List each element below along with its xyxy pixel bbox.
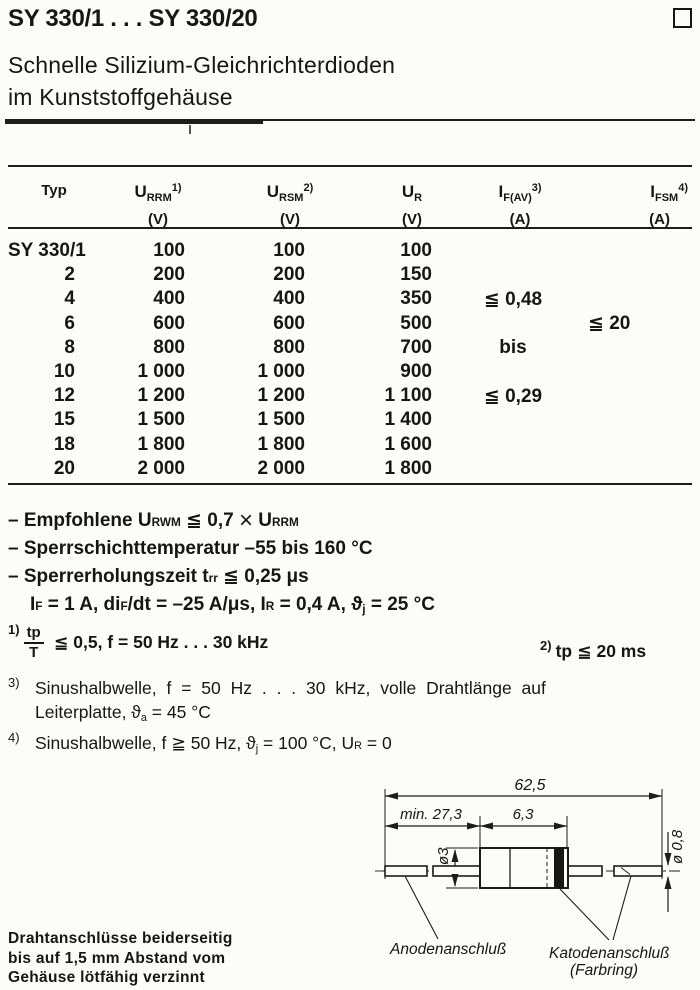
cathode-label-sub: (Farbring) — [570, 962, 639, 979]
solderability-note-line: Drahtanschlüsse beiderseitig — [8, 930, 233, 947]
dim-label-lead-min: min. 27,3 — [400, 806, 462, 823]
cell-urrm: 1 500 — [137, 409, 185, 431]
subtitle-line-1: Schnelle Silizium-Gleichrichterdioden — [8, 52, 396, 78]
cell-urrm: 1 000 — [137, 361, 185, 383]
cell-ursm: 400 — [273, 288, 305, 310]
arrowhead — [452, 874, 459, 887]
fraction-tp-over-T: $\frac{tp}{T}$ — [24, 624, 44, 662]
subtitle-line-2: im Kunststoffgehäuse — [8, 84, 233, 110]
table-row — [8, 263, 692, 287]
dim-label-overall: 62,5 — [514, 777, 546, 794]
cell-ur: 700 — [400, 336, 432, 358]
col-header-urrm: $U_{RRM}^{1)}$ (V) — [134, 182, 182, 228]
table-row — [8, 287, 692, 311]
cell-ur: 100 — [400, 240, 432, 262]
solderability-note — [8, 929, 233, 988]
cell-ur: 150 — [400, 264, 432, 286]
footnote-3-marker: 3) — [8, 675, 20, 690]
cell-urrm: 100 — [153, 240, 185, 262]
divider-tick-mark — [189, 125, 191, 134]
footnote-1-marker: 1) — [8, 622, 20, 637]
cell-typ: 4 — [64, 288, 75, 310]
cell-urrm: 600 — [153, 312, 185, 334]
dim-label-body-diameter: ø3 — [435, 847, 452, 865]
cell-ur: 900 — [400, 361, 432, 383]
arrowhead — [385, 823, 398, 830]
cell-urrm: 1 200 — [137, 385, 185, 407]
page-title: SY 330/1 . . . SY 330/20 — [8, 5, 258, 32]
note-recommended-urwm: – Empfohlene URWM ≦ 0,7 × URRM — [8, 507, 299, 534]
table-row — [8, 433, 692, 457]
cell-ursm: 2 000 — [257, 457, 305, 479]
cell-ursm: 200 — [273, 264, 305, 286]
arrowhead — [554, 823, 567, 830]
cathode-band — [554, 848, 564, 888]
table-row — [8, 239, 692, 263]
cell-ursm: 800 — [273, 336, 305, 358]
note-reverse-recovery-time: – Sperrerholungszeit trr ≦ 0,25 μs — [8, 566, 309, 587]
cell-urrm: 2 000 — [137, 457, 185, 479]
package-outline-drawing — [330, 772, 700, 990]
cell-ur: 1 800 — [384, 457, 432, 479]
cathode-leader-line — [613, 876, 631, 940]
col-header-ifsm: $I_{FSM}^{4)}$ (A) — [649, 182, 688, 228]
cell-ur: 1 100 — [384, 385, 432, 407]
cell-ur: 1 400 — [384, 409, 432, 431]
cell-typ: 6 — [64, 312, 75, 334]
cathode-label: Katodenanschluß — [549, 945, 670, 962]
cell-ur: 1 600 — [384, 433, 432, 455]
cell-urrm: 1 800 — [137, 433, 185, 455]
dim-label-body: 6,3 — [512, 806, 534, 823]
table-body — [8, 239, 692, 481]
subtitle-divider-thick-segment — [5, 121, 263, 124]
table-row — [8, 336, 692, 360]
solderability-note-line: Gehäuse lötfähig verzinnt — [8, 969, 205, 986]
notes-block — [8, 507, 696, 619]
col-header-typ: Typ — [41, 182, 67, 199]
cell-ursm: 1 200 — [257, 385, 305, 407]
cell-ur: 350 — [400, 288, 432, 310]
cell-typ: 10 — [53, 361, 75, 383]
cell-typ: 15 — [53, 409, 75, 431]
cell-ursm: 1 000 — [257, 361, 305, 383]
cell-urrm: 800 — [153, 336, 185, 358]
anode-label: Anodenanschluß — [390, 941, 507, 958]
solderability-note-line: bis auf 1,5 mm Abstand vom — [8, 949, 226, 967]
arrowhead — [480, 823, 493, 830]
note-test-conditions: IF = 1 A, diF/dt = –25 A/μs, IR = 0,4 A, ϑj = 25 °C — [30, 594, 435, 616]
arrowhead — [649, 793, 662, 800]
table-header-row — [8, 165, 692, 227]
cell-ifav: bis — [499, 336, 527, 358]
cell-typ: 2 — [64, 264, 75, 286]
col-header-ursm: $U_{RSM}^{2)}$ (V) — [266, 182, 314, 228]
footnote-1: 1) $\frac{tp}{T}$ ≦ 0,5, f = 50 Hz . . . 30 kHz — [8, 622, 269, 662]
cell-urrm: 200 — [153, 264, 185, 286]
cell-ifav: ≦ 0,29 — [483, 385, 543, 407]
cell-typ: 8 — [64, 336, 75, 358]
arrowhead — [385, 793, 398, 800]
cell-typ: 20 — [53, 457, 75, 479]
table-bottom-rule — [8, 483, 692, 485]
note-junction-temperature: – Sperrschichttemperatur –55 bis 160 °C — [8, 538, 373, 559]
cathode-lead-segment — [568, 866, 602, 876]
table-row — [8, 384, 692, 408]
col-header-ur: $U_R$ (V) — [401, 182, 423, 228]
footnote-4: 4) Sinushalbwelle, f ≧ 50 Hz, ϑj = 100 °C, UR = 0 — [8, 731, 696, 761]
cell-ur: 500 — [400, 312, 432, 334]
cell-ursm: 1 800 — [257, 433, 305, 455]
table-row — [8, 457, 692, 481]
anode-leader-line — [405, 876, 438, 939]
cell-ursm: 100 — [273, 240, 305, 262]
dim-label-wire-diameter: ø 0,8 — [669, 829, 686, 864]
table-row — [8, 408, 692, 432]
cell-typ: SY 330/1 — [8, 240, 86, 262]
cell-typ: 18 — [53, 433, 75, 455]
cell-ursm: 1 500 — [257, 409, 305, 431]
arrowhead — [467, 823, 480, 830]
table-row — [8, 312, 692, 336]
arrowhead — [665, 876, 672, 889]
cell-ifsm: ≦ 20 — [588, 313, 631, 335]
anode-lead-segment — [385, 866, 427, 876]
footnote-4-marker: 4) — [8, 730, 20, 745]
cathode-leader-line — [560, 889, 609, 940]
footnote-3: 3) Sinushalbwelle, f = 50 Hz . . . 30 kHz, volle Drahtlänge auf Leiterplatte, ϑa = 45 °C — [8, 676, 696, 730]
footnote-2-marker: 2) — [540, 638, 552, 653]
corner-square-marker — [673, 8, 692, 28]
cell-ursm: 600 — [273, 312, 305, 334]
arrowhead — [452, 849, 459, 862]
table-row — [8, 360, 692, 384]
footnote-2: $^{2)}$ tp ≦ 20 ms — [540, 638, 647, 661]
cell-urrm: 400 — [153, 288, 185, 310]
cell-ifav: ≦ 0,48 — [483, 288, 543, 310]
col-header-ifav: $I_{F(AV)}^{3)}$ (A) — [498, 182, 542, 228]
cell-typ: 12 — [53, 385, 75, 407]
